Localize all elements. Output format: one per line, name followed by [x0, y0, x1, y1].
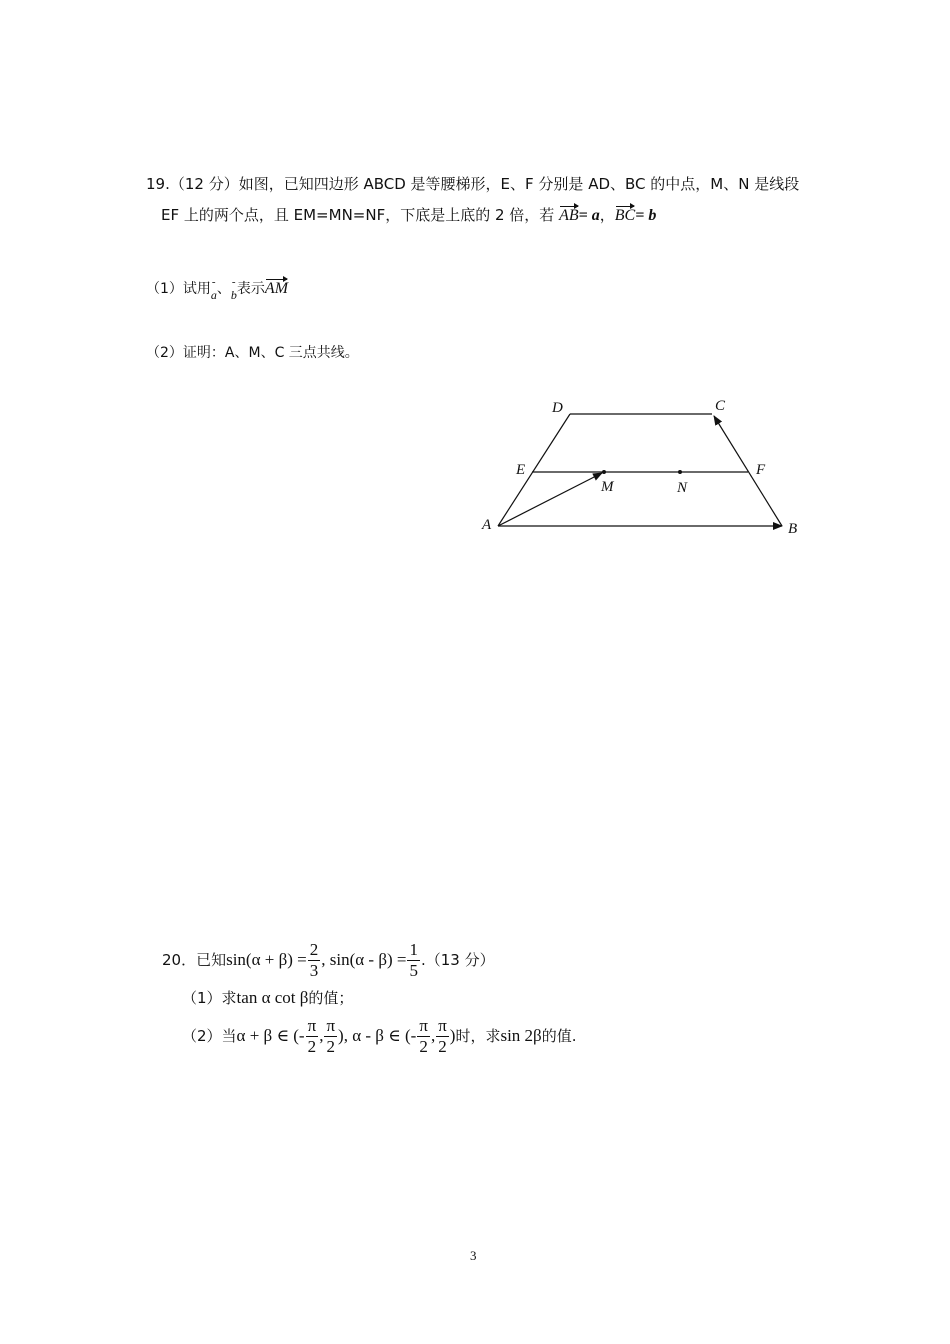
q20-part2-suffix: 的值.: [541, 1027, 577, 1045]
label-a: A: [482, 517, 492, 533]
vector-bc: BC: [615, 204, 635, 226]
q20-range2-open: ), α - β ∈ (-: [338, 1026, 417, 1045]
eq-a: = a: [578, 207, 600, 224]
fraction-pi-2-d: $\frac{\pi}{2}$: [438, 1015, 447, 1056]
q19-part1-prefix: （1）试用: [146, 281, 211, 297]
trapezoid-figure: [470, 390, 810, 550]
q19-part2: （2）证明：A、M、C 三点共线。: [146, 345, 359, 361]
q20-part2-mid: 时，求: [455, 1027, 501, 1045]
label-b: B: [788, 521, 798, 537]
q20-number: 20．已知: [162, 951, 227, 969]
q20-range1-open: α + β ∈ (-: [236, 1026, 305, 1045]
fraction-2-3: $\frac{2}{3}$: [309, 939, 319, 980]
label-c: C: [715, 398, 726, 414]
q20-part2-prefix: （2）当: [182, 1027, 237, 1045]
q19-line2-text: EF 上的两个点，且 EM=MN=NF，下底是上底的 2 倍，若: [161, 206, 555, 224]
fraction-pi-2-c: $\frac{\pi}{2}$: [419, 1015, 428, 1056]
comma: ，: [599, 206, 615, 224]
q20-sin-sum: sin(α + β) =: [226, 950, 307, 969]
q19-line2: [161, 204, 656, 226]
q20-part1: [182, 988, 353, 1008]
fraction-pi-2-a: $\frac{\pi}{2}$: [307, 1015, 317, 1056]
point-n: [678, 470, 682, 474]
q20-range2-close: ): [449, 1026, 456, 1045]
point-m: [602, 470, 606, 474]
vector-b: - b: [231, 285, 237, 305]
q20-sin-diff: , sin(α - β) =: [321, 950, 407, 969]
q19-line1: 19.（12 分）如图，已知四边形 ABCD 是等腰梯形，E、F 分别是 AD、BC 的中点，M、N 是线段: [146, 175, 800, 193]
q20-part1-expr: tan α cot β: [236, 988, 309, 1007]
q19-part1-mid: 表示: [236, 281, 265, 297]
q20-sep-b: ,: [430, 1026, 436, 1045]
vector-a: - a: [211, 285, 217, 305]
q20-tail: .（13 分）: [420, 951, 495, 969]
label-m: M: [601, 479, 614, 495]
page-number: 3: [470, 1248, 477, 1263]
q20-sep-a: ,: [319, 1026, 324, 1045]
vector-am: AM: [265, 277, 288, 299]
label-e: E: [516, 462, 526, 478]
label-d: D: [552, 400, 563, 416]
q19-part1: [146, 277, 288, 305]
vector-am-arrow: [498, 473, 602, 526]
vector-bc-arrow: [714, 416, 782, 526]
label-f: F: [756, 462, 766, 478]
label-n: N: [677, 480, 688, 496]
q20-part2-expr: sin 2β: [500, 1026, 542, 1045]
fraction-1-5: $\frac{1}{5}$: [409, 939, 418, 980]
q20-part1-suffix: 的值；: [308, 989, 354, 1007]
fraction-pi-2-b: $\frac{\pi}{2}$: [326, 1015, 336, 1056]
q20-line1: [162, 936, 495, 984]
q19-part1-sep: 、: [216, 281, 231, 297]
vector-ab: AB: [559, 204, 579, 226]
q20-part1-prefix: （1）求: [182, 989, 237, 1007]
eq-b: = b: [635, 207, 657, 224]
q20-part2: [182, 1012, 577, 1060]
side-ad: [498, 414, 570, 526]
